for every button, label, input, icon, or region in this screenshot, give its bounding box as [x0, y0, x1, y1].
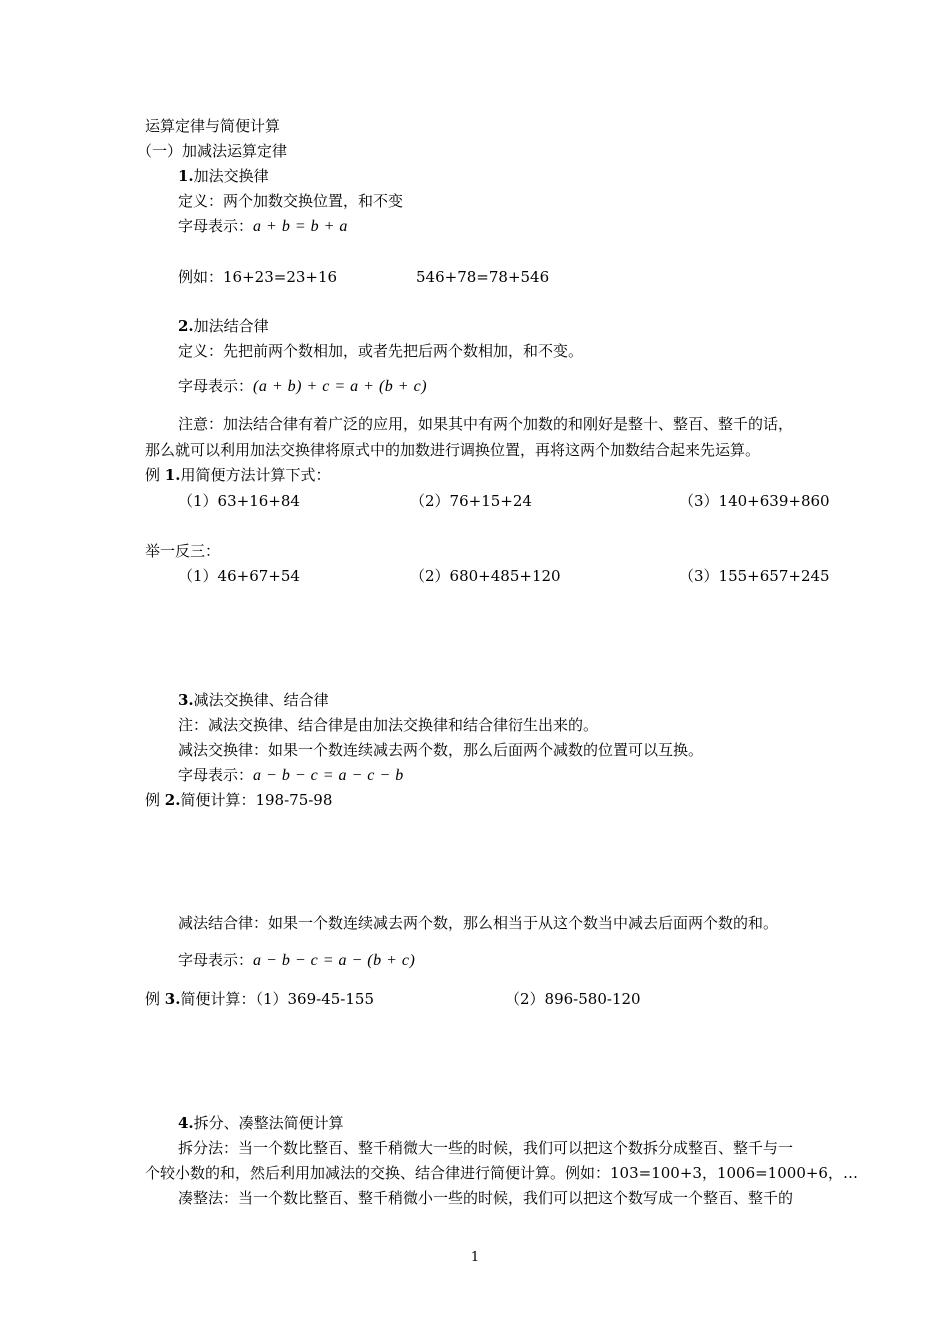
law2-formula: (a + b) + c = a + (b + c) — [253, 378, 428, 395]
law1-formula-line — [178, 216, 348, 237]
law1-example2: 546+78=78+546 — [416, 268, 550, 286]
law2-note-line2: 那么就可以利用加法交换律将原式中的加数进行调换位置，再将这两个加数结合起来先运算。 — [145, 441, 761, 459]
example1-text: 用简便方法计算下式： — [180, 466, 331, 484]
practice-heading: 举一反三： — [145, 542, 221, 560]
law4-split-line2: 个较小数的和，然后利用加减法的交换、结合律进行简便计算。例如：103=100+3，1006=1000+6，… — [145, 1164, 858, 1182]
law1-definition: 定义：两个加数交换位置，和不变 — [178, 192, 404, 210]
law4-number: 4. — [178, 1114, 194, 1132]
example1-number: 1. — [164, 466, 181, 484]
law4-name: 拆分、凑整法简便计算 — [193, 1114, 344, 1132]
section-heading: （一）加减法运算定律 — [137, 142, 288, 160]
law1-number: 1. — [178, 167, 194, 185]
example2-heading — [145, 790, 332, 810]
law2-definition: 定义：先把前两个数相加，或者先把后两个数相加，和不变。 — [178, 342, 584, 360]
example3-item2: （2）896-580-120 — [505, 990, 641, 1008]
law1-example-line — [178, 267, 337, 287]
page-number: 1 — [470, 1250, 480, 1265]
law1-formula: a + b = b + a — [253, 218, 348, 235]
example2-prefix: 例 — [145, 791, 165, 809]
law3b-formula-label: 字母表示： — [178, 951, 254, 969]
law1-example1: 16+23=23+16 — [223, 268, 338, 286]
example1-item: （1）63+16+84 — [178, 492, 300, 510]
example1-heading — [145, 465, 330, 485]
law4-split-line1: 拆分法：当一个数比整百、整千稍微大一些的时候，我们可以把这个数拆分成整百、整千与一 — [178, 1139, 794, 1157]
law3-note: 注：减法交换律、结合律是由加法交换律和结合律衍生出来的。 — [178, 716, 599, 734]
law3-heading — [178, 690, 329, 710]
law3-number: 3. — [178, 691, 194, 709]
example1-item: （2）76+15+24 — [410, 492, 532, 510]
example1-prefix: 例 — [145, 466, 165, 484]
law2-heading — [178, 316, 269, 336]
law1-example-label: 例如： — [178, 268, 224, 286]
example3-prefix: 例 — [145, 990, 165, 1008]
law4-heading — [178, 1113, 344, 1133]
document-title: 运算定律与简便计算 — [145, 117, 281, 135]
law2-number: 2. — [178, 317, 194, 335]
law2-formula-label: 字母表示： — [178, 377, 254, 395]
law3-assoc-definition: 减法结合律：如果一个数连续减去两个数，那么相当于从这个数当中减去后面两个数的和。 — [178, 914, 779, 932]
practice-item: （2）680+485+120 — [410, 567, 561, 585]
law3b-formula-line — [178, 950, 415, 971]
law3b-formula: a − b − c = a − (b + c) — [253, 952, 416, 969]
law2-note-line1: 注意：加法结合律有着广泛的应用，如果其中有两个加数的和刚好是整十、整百、整千的话， — [178, 415, 794, 433]
law3-swap-definition: 减法交换律：如果一个数连续减去两个数，那么后面两个减数的位置可以互换。 — [178, 741, 704, 759]
practice-item: （1）46+67+54 — [178, 567, 300, 585]
practice-item: （3）155+657+245 — [679, 567, 830, 585]
law4-round-line1: 凑整法：当一个数比整百、整千稍微小一些的时候，我们可以把这个数写成一个整百、整千的 — [178, 1189, 794, 1207]
law3-formula-line — [178, 765, 404, 786]
law3-formula: a − b − c = a − c − b — [253, 767, 404, 784]
example2-text: 简便计算：198-75-98 — [180, 791, 333, 809]
law1-formula-label: 字母表示： — [178, 217, 254, 235]
example3-heading — [145, 989, 374, 1009]
law1-heading — [178, 166, 269, 186]
example2-number: 2. — [164, 791, 181, 809]
law2-formula-line — [178, 376, 427, 397]
law3-formula-label: 字母表示： — [178, 766, 254, 784]
law1-name: 加法交换律 — [193, 167, 269, 185]
example3-number: 3. — [164, 990, 181, 1008]
law2-name: 加法结合律 — [193, 317, 269, 335]
example1-item: （3）140+639+860 — [679, 492, 830, 510]
law3-name: 减法交换律、结合律 — [193, 691, 329, 709]
example3-text: 简便计算：（1）369-45-155 — [180, 990, 374, 1008]
